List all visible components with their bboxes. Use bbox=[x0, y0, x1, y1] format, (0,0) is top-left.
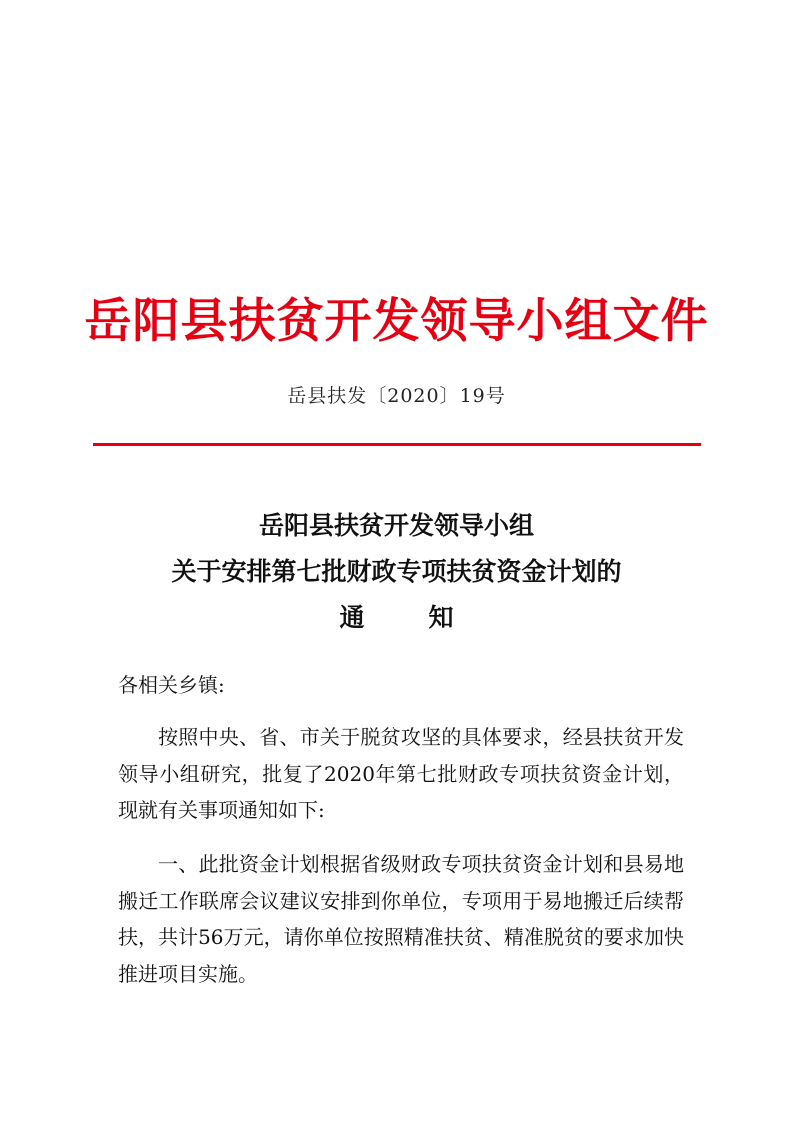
red-divider-line bbox=[93, 443, 701, 446]
notice-title-line-1: 岳阳县扶贫开发领导小组 bbox=[258, 511, 534, 540]
notice-title-line-2: 关于安排第七批财政专项扶贫资金计划的 bbox=[171, 557, 622, 586]
document-number: 岳县扶发〔2020〕19号 bbox=[287, 385, 506, 407]
notice-title bbox=[0, 503, 793, 641]
issuing-organization-title: 岳阳县扶贫开发领导小组文件 bbox=[84, 294, 709, 349]
body-paragraph-1: 按照中央、省、市关于脱贫攻坚的具体要求，经县扶贫开发领导小组研究，批复了2020年第七批财政专项扶贫资金计划，现就有关事项通知如下: bbox=[118, 725, 684, 822]
body-paragraph-2: 一、此批资金计划根据省级财政专项扶贫资金计划和县易地搬迁工作联席会议建议安排到你单位，专项用于易地搬迁后续帮扶，共计56万元，请你单位按照精准扶贫、精准脱贫的要求加快推进项目实施。 bbox=[118, 852, 684, 986]
salutation: 各相关乡镇: bbox=[118, 673, 225, 697]
notice-title-line-3: 通知 bbox=[339, 603, 518, 632]
